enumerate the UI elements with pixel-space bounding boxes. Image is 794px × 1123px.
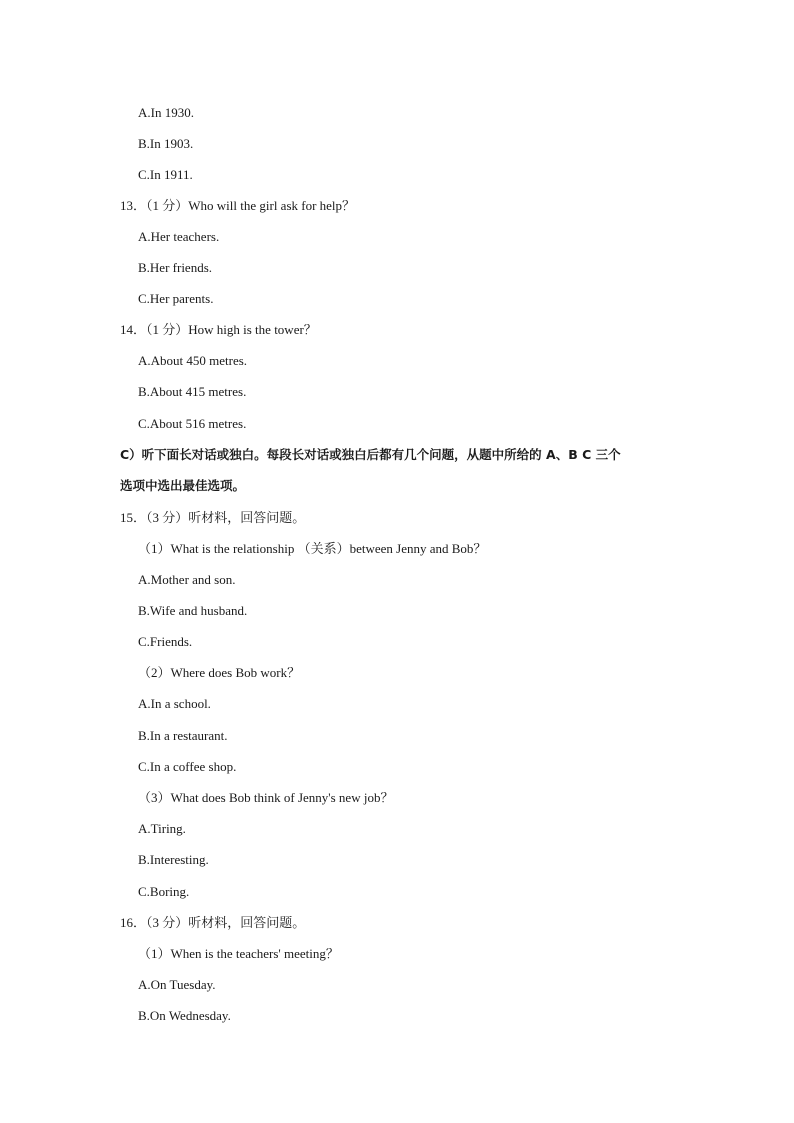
option-15-1b: B.Wife and husband.: [138, 603, 248, 618]
option-15-3c: C.Boring.: [138, 884, 190, 899]
question-15: 15．（3 分）听材料，回答问题。: [120, 510, 306, 525]
question-15-3: （3）What does Bob think of Jenny's new job？: [138, 790, 394, 805]
question-13: 13．（1 分）Who will the girl ask for help？: [120, 198, 356, 213]
question-15-2: （2）Where does Bob work？: [138, 665, 301, 680]
question-16: 16．（3 分）听材料，回答问题。: [120, 915, 306, 930]
option-15-3b: B.Interesting.: [138, 852, 209, 867]
option-13a: A.Her teachers.: [138, 229, 220, 244]
option-15-3a: A.Tiring.: [138, 821, 186, 836]
option-15-1a: A.Mother and son.: [138, 572, 236, 587]
option-12a: A.In 1930.: [138, 105, 194, 120]
question-15-1: （1）What is the relationship （关系）between Jenny and Bob？: [138, 541, 487, 556]
option-15-2c: C.In a coffee shop.: [138, 759, 237, 774]
question-16-1: （1）When is the teachers' meeting？: [138, 946, 339, 961]
option-15-2b: B.In a restaurant.: [138, 728, 228, 743]
section-c-instruction-cont: 选项中选出最佳选项。: [120, 478, 246, 493]
section-c-instruction: C）听下面长对话或独白。每段长对话或独白后都有几个问题，从题中所给的 A、B C 三个: [120, 447, 621, 462]
option-13b: B.Her friends.: [138, 260, 213, 275]
question-14: 14．（1 分）How high is the tower？: [120, 322, 317, 337]
option-15-1c: C.Friends.: [138, 634, 193, 649]
option-16-1a: A.On Tuesday.: [138, 977, 216, 992]
option-14a: A.About 450 metres.: [138, 353, 248, 368]
option-16-1b: B.On Wednesday.: [138, 1008, 231, 1023]
option-14b: B.About 415 metres.: [138, 384, 247, 399]
option-15-2a: A.In a school.: [138, 696, 211, 711]
option-13c: C.Her parents.: [138, 291, 214, 306]
option-12c: C.In 1911.: [138, 167, 193, 182]
option-12b: B.In 1903.: [138, 136, 194, 151]
option-14c: C.About 516 metres.: [138, 416, 247, 431]
